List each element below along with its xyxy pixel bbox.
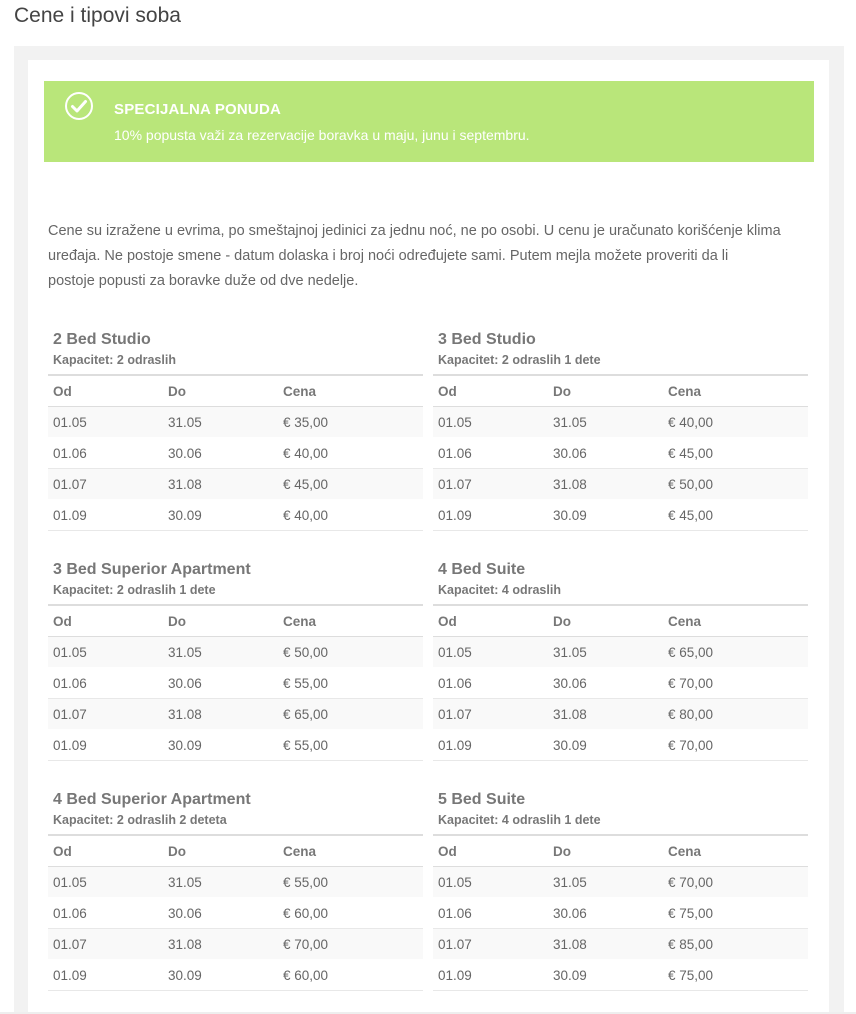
price-table-header — [48, 375, 423, 407]
cell-price: € 60,00 — [278, 960, 423, 991]
price-table-header — [48, 835, 423, 867]
cell-price: € 85,00 — [663, 929, 808, 960]
table-row — [433, 898, 808, 929]
cell-from: 01.07 — [433, 929, 548, 960]
header-from: Od — [48, 835, 163, 867]
room-card — [48, 789, 423, 991]
cell-to: 30.09 — [548, 960, 663, 991]
table-row — [433, 730, 808, 761]
cell-price: € 55,00 — [278, 730, 423, 761]
header-to: Do — [548, 605, 663, 637]
cell-from: 01.05 — [48, 867, 163, 898]
special-offer-title: SPECIJALNA PONUDA — [114, 101, 282, 118]
header-price: Cena — [278, 605, 423, 637]
cell-to: 30.06 — [548, 668, 663, 699]
cell-to: 30.09 — [163, 500, 278, 531]
table-row — [48, 898, 423, 929]
cell-price: € 50,00 — [278, 637, 423, 668]
cell-from: 01.09 — [433, 500, 548, 531]
cell-from: 01.06 — [433, 668, 548, 699]
price-table-header — [433, 375, 808, 407]
price-table — [433, 374, 808, 531]
room-card — [433, 559, 808, 761]
cell-to: 30.06 — [163, 668, 278, 699]
header-from: Od — [433, 605, 548, 637]
cell-from: 01.05 — [433, 407, 548, 438]
table-row — [433, 960, 808, 991]
cell-to: 31.05 — [548, 407, 663, 438]
room-card — [48, 559, 423, 761]
header-from: Od — [433, 835, 548, 867]
table-row — [433, 699, 808, 730]
cell-price: € 45,00 — [663, 500, 808, 531]
cell-to: 30.09 — [548, 730, 663, 761]
table-row — [48, 438, 423, 469]
cell-price: € 70,00 — [663, 668, 808, 699]
room-capacity: Kapacitet: 4 odraslih — [438, 583, 561, 597]
header-price: Cena — [663, 605, 808, 637]
table-row — [48, 500, 423, 531]
cell-to: 30.06 — [548, 898, 663, 929]
table-row — [48, 929, 423, 960]
header-to: Do — [163, 835, 278, 867]
table-row — [433, 637, 808, 668]
cell-from: 01.09 — [48, 730, 163, 761]
price-table — [433, 834, 808, 991]
cell-price: € 50,00 — [663, 469, 808, 500]
cell-to: 31.08 — [163, 699, 278, 730]
cell-from: 01.05 — [48, 407, 163, 438]
room-card — [433, 789, 808, 991]
header-from: Od — [48, 375, 163, 407]
header-to: Do — [548, 835, 663, 867]
check-circle-icon — [64, 91, 94, 121]
header-from: Od — [48, 605, 163, 637]
cell-price: € 40,00 — [663, 407, 808, 438]
room-capacity: Kapacitet: 2 odraslih 1 dete — [53, 583, 216, 597]
table-row — [433, 407, 808, 438]
pricing-info-line: Cene su izražene u evrima, po smeštajnoj jedinici za jednu noć, ne po osobi. U cenu je uračunato korišćenje klima — [48, 223, 781, 239]
table-row — [48, 960, 423, 991]
special-offer-text: 10% popusta važi za rezervacije boravka u maju, junu i septembru. — [114, 127, 530, 143]
cell-from: 01.06 — [48, 668, 163, 699]
cell-price: € 65,00 — [663, 637, 808, 668]
price-table-header — [48, 605, 423, 637]
cell-price: € 40,00 — [278, 438, 423, 469]
table-row — [48, 699, 423, 730]
header-to: Do — [163, 375, 278, 407]
room-name: 3 Bed Studio — [438, 331, 536, 348]
price-table — [48, 374, 423, 531]
table-row — [48, 469, 423, 500]
table-row — [433, 867, 808, 898]
header-price: Cena — [278, 835, 423, 867]
cell-from: 01.09 — [433, 960, 548, 991]
cell-price: € 55,00 — [278, 668, 423, 699]
cell-price: € 45,00 — [663, 438, 808, 469]
cell-from: 01.06 — [433, 898, 548, 929]
cell-to: 30.06 — [163, 898, 278, 929]
header-price: Cena — [278, 375, 423, 407]
cell-price: € 55,00 — [278, 867, 423, 898]
cell-from: 01.07 — [48, 929, 163, 960]
cell-price: € 75,00 — [663, 898, 808, 929]
room-name: 5 Bed Suite — [438, 791, 526, 808]
pricing-info-line: uređaja. Ne postoje smene - datum dolaska i broj noći određujete sami. Putem mejla možete proveriti da li — [48, 248, 729, 264]
cell-from: 01.09 — [48, 960, 163, 991]
cell-from: 01.06 — [48, 898, 163, 929]
pricing-info-text — [48, 219, 808, 294]
table-row — [48, 637, 423, 668]
cell-to: 31.05 — [163, 637, 278, 668]
cell-to: 31.08 — [163, 929, 278, 960]
price-table-header — [433, 835, 808, 867]
table-row — [433, 438, 808, 469]
room-capacity: Kapacitet: 4 odraslih 1 dete — [438, 813, 601, 827]
content-panel — [28, 60, 829, 1012]
table-row — [48, 668, 423, 699]
cell-price: € 75,00 — [663, 960, 808, 991]
cell-from: 01.05 — [48, 637, 163, 668]
page-title: Cene i tipovi soba — [14, 4, 181, 27]
price-table-header — [433, 605, 808, 637]
cell-to: 31.08 — [163, 469, 278, 500]
cell-to: 31.08 — [548, 699, 663, 730]
table-row — [48, 730, 423, 761]
cell-to: 31.08 — [548, 469, 663, 500]
cell-price: € 70,00 — [663, 867, 808, 898]
cell-to: 31.05 — [548, 637, 663, 668]
header-price: Cena — [663, 375, 808, 407]
cell-to: 31.05 — [548, 867, 663, 898]
room-capacity: Kapacitet: 2 odraslih — [53, 353, 176, 367]
cell-price: € 70,00 — [663, 730, 808, 761]
cell-price: € 60,00 — [278, 898, 423, 929]
pricing-info-line: postoje popusti za boravke duže od dve nedelje. — [48, 273, 359, 289]
header-to: Do — [548, 375, 663, 407]
cell-price: € 45,00 — [278, 469, 423, 500]
cell-from: 01.07 — [48, 469, 163, 500]
room-name: 4 Bed Superior Apartment — [53, 791, 251, 808]
room-name: 4 Bed Suite — [438, 561, 526, 578]
table-row — [433, 500, 808, 531]
header-price: Cena — [663, 835, 808, 867]
cell-from: 01.05 — [433, 867, 548, 898]
cell-price: € 70,00 — [278, 929, 423, 960]
cell-from: 01.09 — [48, 500, 163, 531]
cell-to: 31.08 — [548, 929, 663, 960]
room-name: 2 Bed Studio — [53, 331, 151, 348]
cell-to: 31.05 — [163, 867, 278, 898]
table-row — [433, 668, 808, 699]
cell-from: 01.07 — [433, 699, 548, 730]
room-name: 3 Bed Superior Apartment — [53, 561, 251, 578]
cell-from: 01.06 — [48, 438, 163, 469]
cell-to: 30.09 — [163, 960, 278, 991]
cell-price: € 80,00 — [663, 699, 808, 730]
cell-from: 01.07 — [48, 699, 163, 730]
table-row — [48, 407, 423, 438]
room-card — [433, 329, 808, 531]
header-from: Od — [433, 375, 548, 407]
price-table — [48, 834, 423, 991]
cell-from: 01.05 — [433, 637, 548, 668]
cell-to: 31.05 — [163, 407, 278, 438]
cell-price: € 65,00 — [278, 699, 423, 730]
cell-to: 30.09 — [163, 730, 278, 761]
cell-from: 01.06 — [433, 438, 548, 469]
price-table — [48, 604, 423, 761]
cell-to: 30.06 — [548, 438, 663, 469]
cell-price: € 35,00 — [278, 407, 423, 438]
cell-to: 30.09 — [548, 500, 663, 531]
table-row — [433, 929, 808, 960]
cell-price: € 40,00 — [278, 500, 423, 531]
room-capacity: Kapacitet: 2 odraslih 2 deteta — [53, 813, 227, 827]
table-row — [48, 867, 423, 898]
table-row — [433, 469, 808, 500]
price-table — [433, 604, 808, 761]
header-to: Do — [163, 605, 278, 637]
room-card — [48, 329, 423, 531]
room-capacity: Kapacitet: 2 odraslih 1 dete — [438, 353, 601, 367]
cell-to: 30.06 — [163, 438, 278, 469]
cell-from: 01.09 — [433, 730, 548, 761]
special-offer-banner — [44, 81, 814, 162]
cell-from: 01.07 — [433, 469, 548, 500]
content-frame — [14, 46, 844, 1012]
